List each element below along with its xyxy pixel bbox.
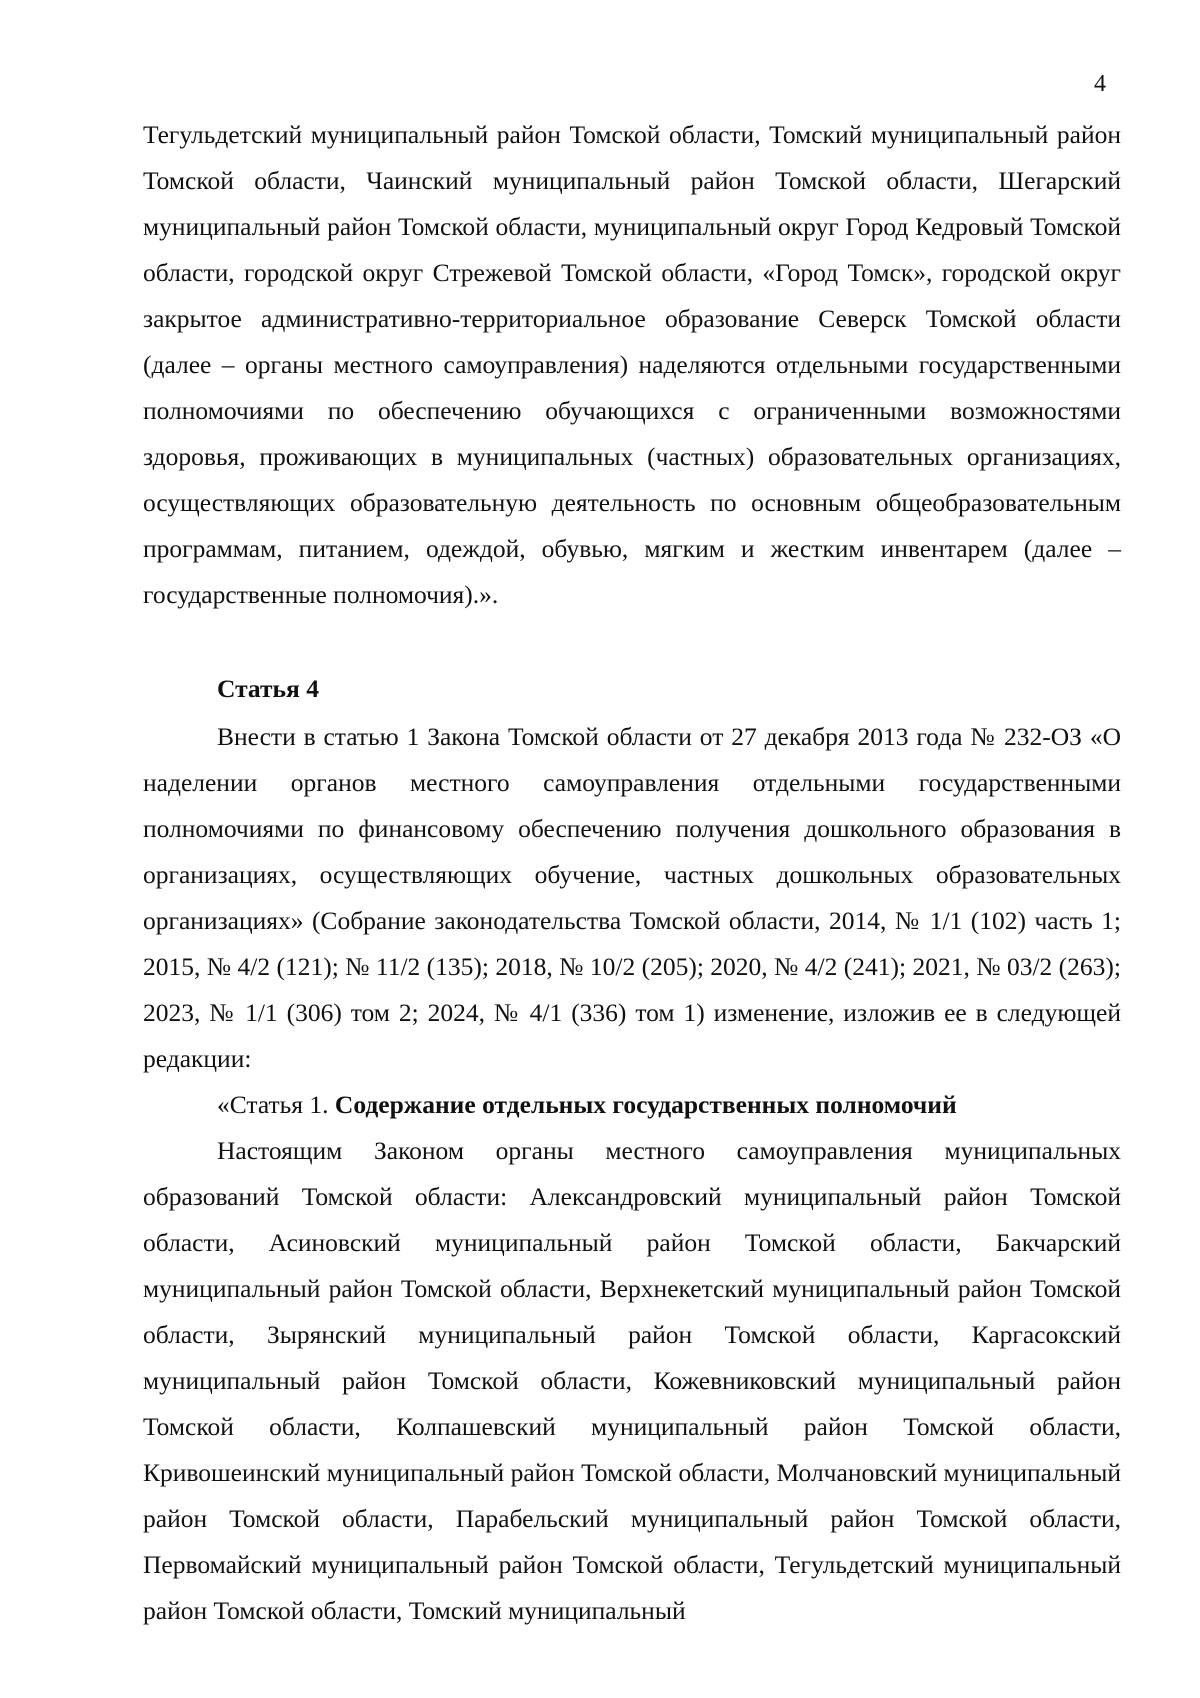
document-body bbox=[143, 112, 1121, 1634]
page-number: 4 bbox=[1094, 71, 1106, 97]
paragraph-continuation: Тегульдетский муниципальный район Томской области, Томский муниципальный район Томской области, Чаинский муниципальный район Томской области, Шегарский муниципальный район Томской области, муниципальный округ Город Кедровый Томской области, городской округ Стрежевой Томской области, «Город Томск», городской округ закрытое административно-территориальное образование Северск Томской области (далее – органы местного самоуправления) наделяются отдельными государственными полномочиями по обеспечению обучающихся с ограниченными возможностями здоровья, проживающих в муниципальных (частных) образовательных организациях, осуществляющих образовательную деятельность по основным общеобразовательным программам, питанием, одеждой, обувью, мягким и жестким инвентарем (далее – государственные полномочия).». bbox=[143, 120, 1121, 609]
paragraph-amendment: Внести в статью 1 Закона Томской области от 27 декабря 2013 года № 232-ОЗ «О наделении органов местного самоуправления отдельными государственными полномочиями по финансовому обеспечению получения дошкольного образования в организациях, осуществляющих обучение, частных дошкольных образовательных организациях» (Собрание законодательства Томской области, 2014, № 1/1 (102) часть 1; 2015, № 4/2 (121); № 11/2 (135); 2018, № 10/2 (205); 2020, № 4/2 (241); 2021, № 03/2 (263); 2023, № 1/1 (306) том 2; 2024, № 4/1 (336) том 1) изменение, изложив ее в следующей редакции: bbox=[143, 722, 1121, 1073]
paragraph-article-text: Настоящим Законом органы местного самоуправления муниципальных образований Томской области: Александровский муниципальный район Томской области, Асиновский муниципальный район Томской области, Бакчарский муниципальный район Томской области, Верхнекетский муниципальный район Томской области, Зырянский муниципальный район Томской области, Каргасокский муниципальный район Томской области, Кожевниковский муниципальный район Томской области, Колпашевский муниципальный район Томской области, Кривошеинский муниципальный район Томской области, Молчановский муниципальный район Томской области, Парабельский муниципальный район Томской области, Первомайский муниципальный район Томской области, Тегульдетский муниципальный район Томской области, Томский муниципальный bbox=[143, 1136, 1121, 1625]
article-subheading bbox=[143, 1082, 1121, 1128]
article-subheading-title: Содержание отдельных государственных полномочий bbox=[334, 1090, 957, 1119]
article-subheading-prefix: «Статья 1. bbox=[217, 1090, 335, 1119]
article-heading: Статья 4 bbox=[217, 674, 319, 703]
